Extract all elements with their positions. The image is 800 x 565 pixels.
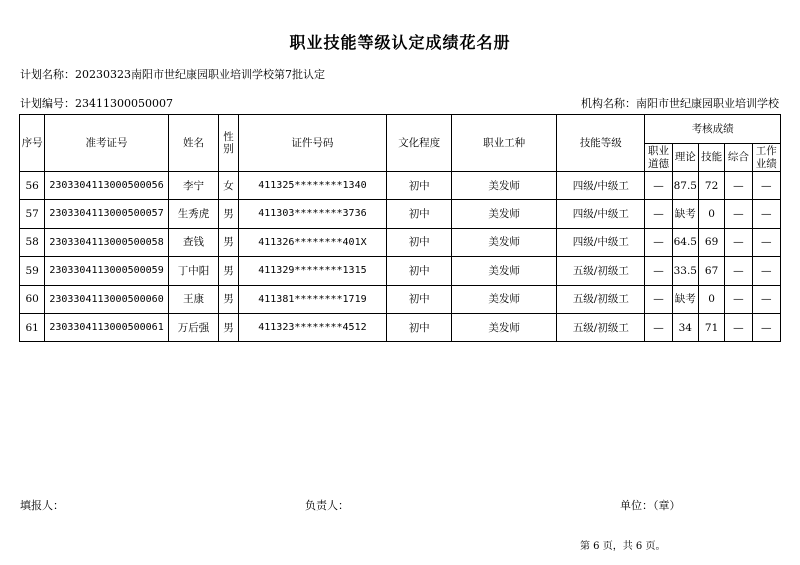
table-row [20, 228, 781, 256]
cell-ethics: — [645, 257, 672, 285]
header-scores: 考核成绩 [645, 115, 781, 144]
cell-education: 初中 [387, 228, 452, 256]
cell-id-no: 411303********3736 [238, 200, 387, 228]
cell-occupation: 美发师 [452, 313, 557, 341]
page-indicator: 第 6 页，共 6 页。 [580, 541, 666, 552]
table-row [20, 285, 781, 313]
header-theory: 理论 [672, 144, 698, 172]
plan-number: 计划编号：23411300050007 [20, 97, 173, 110]
cell-occupation: 美发师 [452, 285, 557, 313]
cell-theory: 34 [672, 313, 698, 341]
header-row [20, 115, 781, 144]
cell-comprehensive: — [725, 228, 752, 256]
cell-work: — [752, 313, 780, 341]
cell-education: 初中 [387, 285, 452, 313]
header-occupation: 职业工种 [452, 115, 557, 172]
cell-work: — [752, 172, 780, 200]
cell-occupation: 美发师 [452, 200, 557, 228]
cell-name: 查钱 [168, 228, 219, 256]
score-table [19, 114, 781, 342]
cell-level: 五级/初级工 [557, 313, 645, 341]
cell-skill: 0 [698, 200, 724, 228]
cell-level: 四级/中级工 [557, 172, 645, 200]
cell-name: 丁中阳 [168, 257, 219, 285]
header-ethics: 职业道德 [645, 144, 672, 172]
document-title: 职业技能等级认定成绩花名册 [289, 33, 511, 52]
cell-exam-no: 2303304113000500057 [45, 200, 168, 228]
table-row [20, 172, 781, 200]
cell-seq: 61 [20, 313, 45, 341]
header-exam-no: 准考证号 [45, 115, 168, 172]
cell-comprehensive: — [725, 172, 752, 200]
cell-gender: 男 [219, 200, 238, 228]
header-education: 文化程度 [387, 115, 452, 172]
cell-gender: 男 [219, 285, 238, 313]
cell-seq: 59 [20, 257, 45, 285]
cell-skill: 71 [698, 313, 724, 341]
cell-comprehensive: — [725, 285, 752, 313]
cell-seq: 58 [20, 228, 45, 256]
cell-seq: 56 [20, 172, 45, 200]
cell-skill: 69 [698, 228, 724, 256]
header-gender: 性别 [219, 115, 238, 172]
cell-id-no: 411381********1719 [238, 285, 387, 313]
cell-work: — [752, 285, 780, 313]
cell-work: — [752, 200, 780, 228]
cell-education: 初中 [387, 172, 452, 200]
cell-comprehensive: — [725, 200, 752, 228]
table-row [20, 313, 781, 341]
cell-level: 四级/中级工 [557, 200, 645, 228]
unit-label: 单位：（章） [620, 499, 681, 512]
cell-name: 李宁 [168, 172, 219, 200]
cell-education: 初中 [387, 257, 452, 285]
cell-exam-no: 2303304113000500060 [45, 285, 168, 313]
cell-theory: 缺考 [672, 285, 698, 313]
cell-gender: 男 [219, 313, 238, 341]
table-row [20, 200, 781, 228]
cell-skill: 72 [698, 172, 724, 200]
cell-education: 初中 [387, 200, 452, 228]
header-seq: 序号 [20, 115, 45, 172]
leader-label: 负责人： [305, 499, 349, 512]
cell-id-no: 411329********1315 [238, 257, 387, 285]
cell-exam-no: 2303304113000500059 [45, 257, 168, 285]
cell-theory: 87.5 [672, 172, 698, 200]
header-work: 工作业绩 [752, 144, 780, 172]
cell-ethics: — [645, 200, 672, 228]
table-row [20, 257, 781, 285]
plan-name: 计划名称：20230323南阳市世纪康园职业培训学校第7批认定 [20, 68, 325, 81]
cell-level: 四级/中级工 [557, 228, 645, 256]
cell-exam-no: 2303304113000500061 [45, 313, 168, 341]
cell-level: 五级/初级工 [557, 257, 645, 285]
cell-theory: 33.5 [672, 257, 698, 285]
cell-theory: 64.5 [672, 228, 698, 256]
cell-occupation: 美发师 [452, 172, 557, 200]
cell-occupation: 美发师 [452, 228, 557, 256]
cell-skill: 0 [698, 285, 724, 313]
cell-education: 初中 [387, 313, 452, 341]
cell-gender: 男 [219, 228, 238, 256]
header-comprehensive: 综合 [725, 144, 752, 172]
cell-skill: 67 [698, 257, 724, 285]
cell-name: 生秀虎 [168, 200, 219, 228]
header-level: 技能等级 [557, 115, 645, 172]
cell-id-no: 411323********4512 [238, 313, 387, 341]
cell-occupation: 美发师 [452, 257, 557, 285]
cell-exam-no: 2303304113000500058 [45, 228, 168, 256]
cell-comprehensive: — [725, 257, 752, 285]
cell-name: 万后强 [168, 313, 219, 341]
cell-gender: 男 [219, 257, 238, 285]
cell-work: — [752, 228, 780, 256]
organization-name: 机构名称：南阳市世纪康园职业培训学校 [581, 97, 779, 110]
cell-ethics: — [645, 285, 672, 313]
header-id-no: 证件号码 [238, 115, 387, 172]
cell-ethics: — [645, 313, 672, 341]
cell-id-no: 411325********1340 [238, 172, 387, 200]
cell-comprehensive: — [725, 313, 752, 341]
cell-seq: 60 [20, 285, 45, 313]
header-name: 姓名 [168, 115, 219, 172]
cell-work: — [752, 257, 780, 285]
cell-seq: 57 [20, 200, 45, 228]
cell-ethics: — [645, 172, 672, 200]
header-skill: 技能 [698, 144, 724, 172]
cell-level: 五级/初级工 [557, 285, 645, 313]
cell-gender: 女 [219, 172, 238, 200]
cell-id-no: 411326********401X [238, 228, 387, 256]
filler-label: 填报人： [20, 499, 64, 512]
cell-name: 王康 [168, 285, 219, 313]
cell-exam-no: 2303304113000500056 [45, 172, 168, 200]
cell-ethics: — [645, 228, 672, 256]
cell-theory: 缺考 [672, 200, 698, 228]
